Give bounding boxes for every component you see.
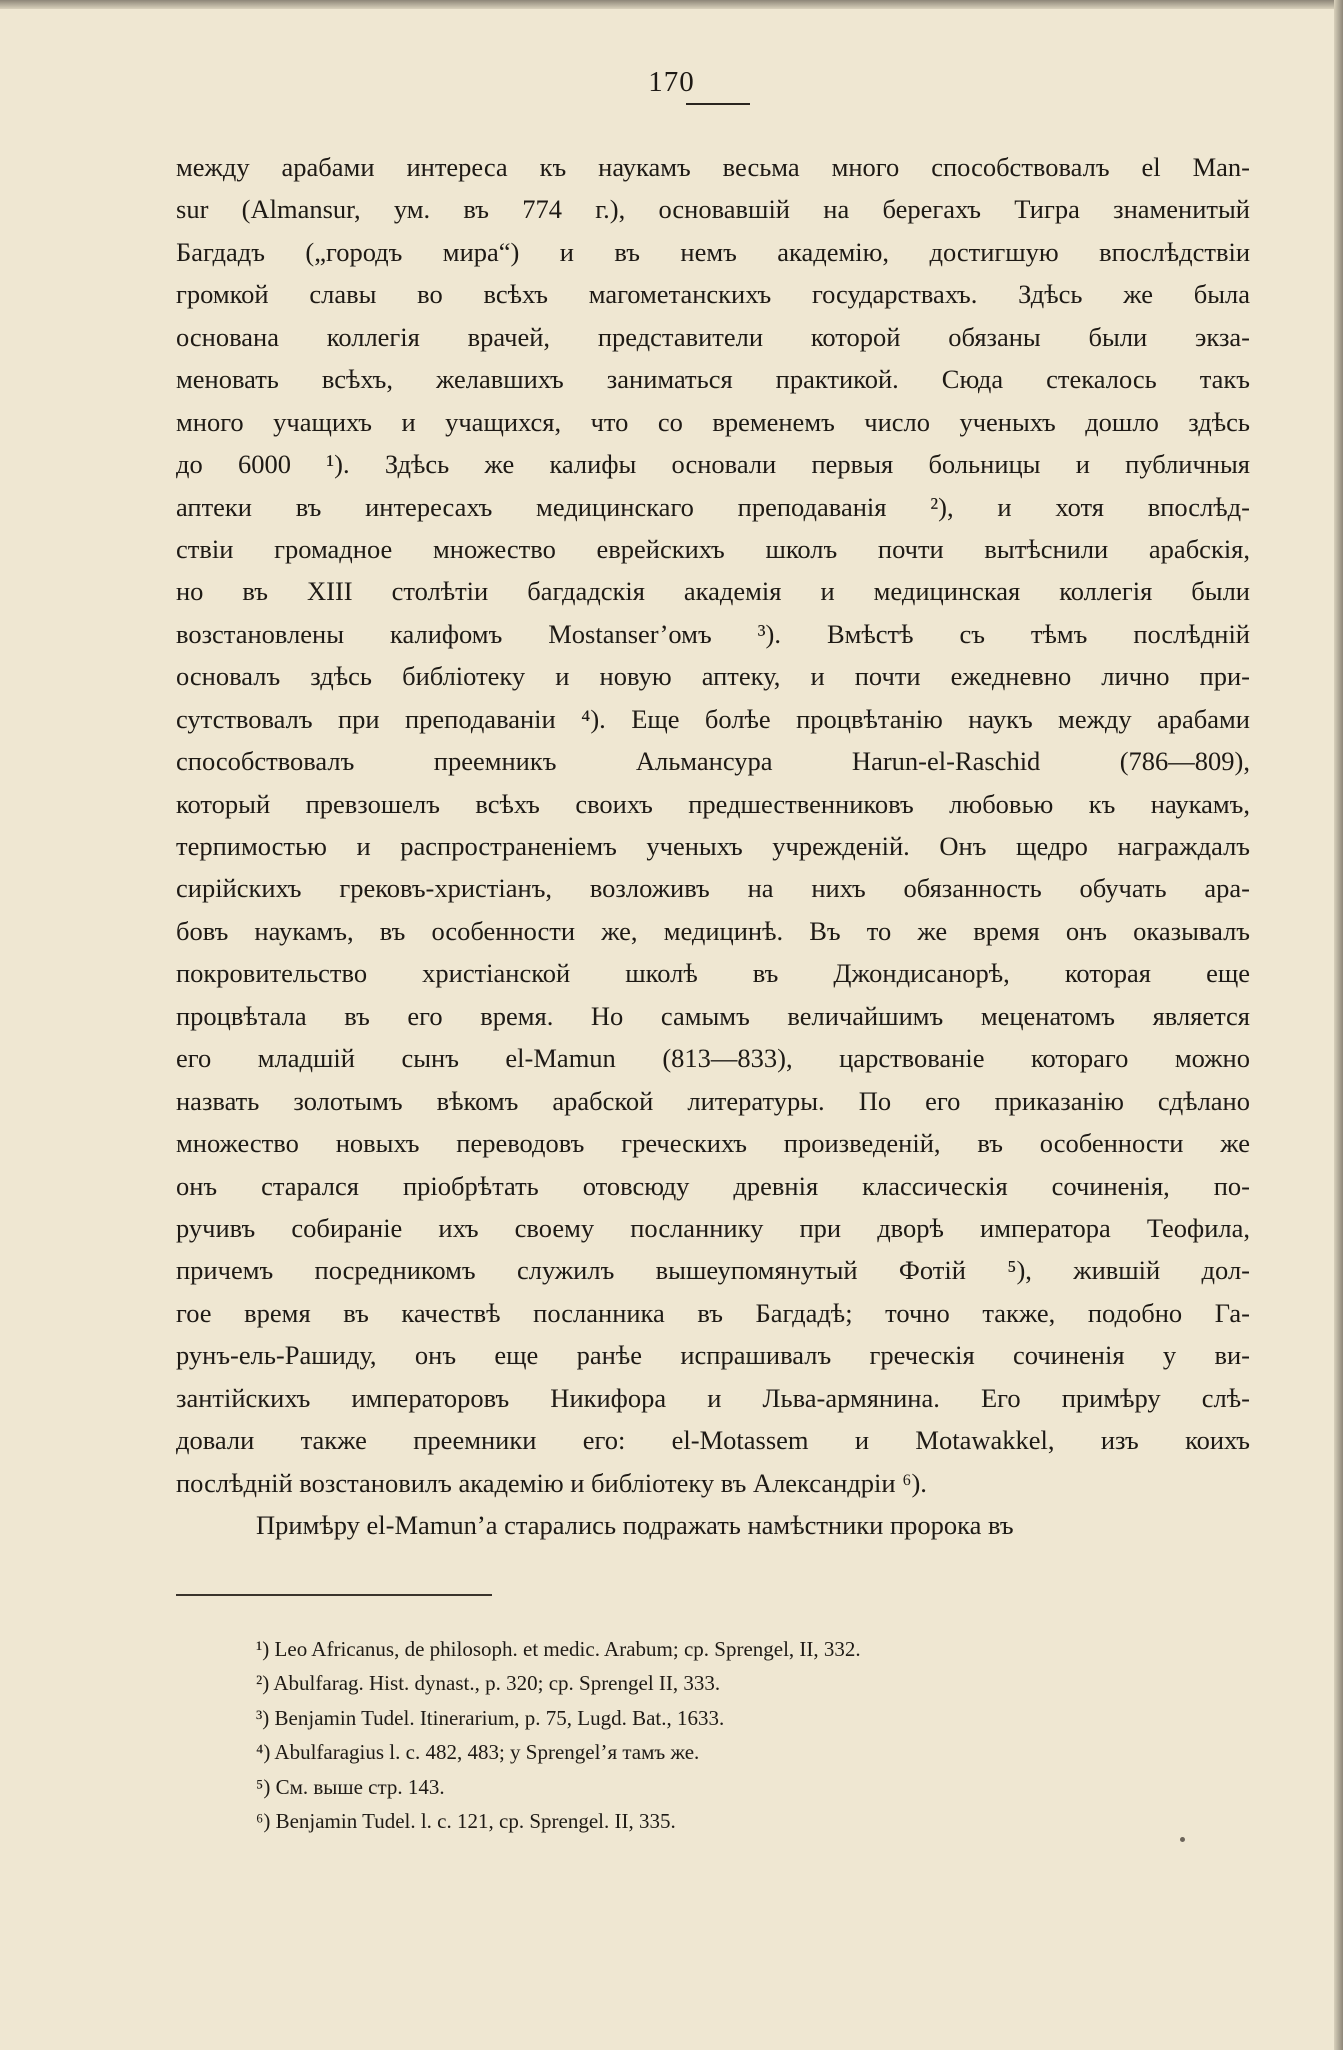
body-line: но въ XIII столѣтіи багдадскія академія и медицинская коллегія были xyxy=(176,576,1250,607)
body-line: причемъ посредникомъ служилъ вышеупомянутый Фотій ⁵), жившій дол- xyxy=(176,1255,1250,1286)
footnote-text: Benjamin Tudel. l. c. 121, cp. Sprengel. II, 335. xyxy=(275,1808,676,1833)
page-number-rule xyxy=(686,103,750,105)
body-line: сутствовалъ при преподаваніи ⁴). Еще болѣе процвѣтанію наукъ между арабами xyxy=(176,703,1250,734)
body-line: возстановлены калифомъ Mostanser’омъ ³). Вмѣстѣ съ тѣмъ послѣдній xyxy=(176,618,1250,649)
footnote-mark: ⁵) xyxy=(256,1774,271,1799)
footnote xyxy=(256,1632,1216,1666)
body-line: зантійскихъ императоровъ Никифора и Льва-армянина. Его примѣру слѣ- xyxy=(176,1382,1250,1413)
body-line: аптеки въ интересахъ медицинскаго преподаванія ²), и хотя впослѣд- xyxy=(176,491,1250,522)
body-line: рунъ-ель-Рашиду, онъ еще ранѣе испрашивалъ греческія сочиненія у ви- xyxy=(176,1340,1250,1371)
page-edge-top xyxy=(0,0,1343,9)
body-line: ствіи громадное множество еврейскихъ школъ почти вытѣснили арабскія, xyxy=(176,533,1250,564)
footnote xyxy=(256,1701,1216,1735)
footnote-mark: ⁴) xyxy=(256,1740,271,1765)
page-number: 170 xyxy=(648,66,695,98)
footnote-mark: ⁶) xyxy=(256,1808,271,1833)
footnote-text: Benjamin Tudel. Itinerarium, p. 75, Lugd. Bat., 1633. xyxy=(274,1705,725,1730)
body-line: бовъ наукамъ, въ особенности же, медицинѣ. Въ то же время онъ оказывалъ xyxy=(176,915,1250,946)
body-line: до 6000 ¹). Здѣсь же калифы основали первыя больницы и публичныя xyxy=(176,449,1250,480)
body-line: между арабами интереса къ наукамъ весьма много способствовалъ el Man- xyxy=(176,152,1250,182)
body-line: основалъ здѣсь библіотеку и новую аптеку, и почти ежедневно лично при- xyxy=(176,661,1250,692)
footnote-text: Abulfaragius l. c. 482, 483; у Sprengel’я тамъ же. xyxy=(274,1740,700,1765)
page-edge-right xyxy=(1334,0,1343,2050)
body-text xyxy=(176,146,1250,1546)
body-line: сирійскихъ грековъ-христіанъ, возложивъ на нихъ обязанность обучать ара- xyxy=(176,873,1250,904)
body-line: меновать всѣхъ, желавшихъ заниматься практикой. Сюда стекалось такъ xyxy=(176,364,1250,395)
footnote xyxy=(256,1666,1216,1700)
body-line: Багдадъ („городъ мира“) и въ немъ академію, достигшую впослѣдствіи xyxy=(176,236,1250,267)
body-line: назвать золотымъ вѣкомъ арабской литературы. По его приказанію сдѣлано xyxy=(176,1085,1250,1116)
footnote xyxy=(256,1770,1216,1804)
body-line: способствовалъ преемникъ Альмансура Harun-el-Raschid (786—809), xyxy=(176,746,1250,777)
body-line: его младшій сынъ el-Mamun (813—833), царствованіе котораго можно xyxy=(176,1043,1250,1074)
footnote-text: Leo Africanus, de philosoph. et medic. Arabum; cp. Sprengel, II, 332. xyxy=(274,1637,861,1661)
body-line: довали также преемники его: el-Motassem и Motawakkel, изъ коихъ xyxy=(176,1425,1250,1456)
body-line: гое время въ качествѣ посланника въ Багдадѣ; точно также, подобно Га- xyxy=(176,1297,1250,1328)
body-line: который превзошелъ всѣхъ своихъ предшественниковъ любовью къ наукамъ, xyxy=(176,788,1250,819)
footnotes xyxy=(256,1632,1216,1838)
body-line: основана коллегія врачей, представители которой обязаны были экза- xyxy=(176,321,1250,352)
body-line: послѣдній возстановилъ академію и библіотеку въ Александріи ⁶). xyxy=(176,1467,927,1498)
body-line: sur (Almansur, ум. въ 774 г.), основавшій на берегахъ Тигра знаменитый xyxy=(176,194,1250,225)
body-line: терпимостью и распространеніемъ ученыхъ учрежденій. Онъ щедро награждалъ xyxy=(176,831,1250,861)
body-line: покровительство христіанской школѣ въ Джондисанорѣ, которая еще xyxy=(176,958,1250,989)
footnote xyxy=(256,1735,1216,1769)
paragraph-start-line: Примѣру el-Mamun’а старались подражать намѣстники пророка въ xyxy=(256,1510,1014,1540)
footnote-rule xyxy=(176,1594,492,1596)
body-line: ручивъ собираніе ихъ своему посланнику при дворѣ императора Теофила, xyxy=(176,1212,1250,1243)
body-line: онъ старался пріобрѣтать отовсюду древнія классическія сочиненія, по- xyxy=(176,1170,1250,1201)
body-line: громкой славы во всѣхъ магометанскихъ государствахъ. Здѣсь же была xyxy=(176,279,1250,310)
footnote-mark: ¹) xyxy=(256,1637,270,1661)
footnote-text: См. выше стр. 143. xyxy=(275,1774,445,1799)
ink-speck xyxy=(1180,1837,1185,1842)
footnote xyxy=(256,1804,1216,1838)
footnote-text: Abulfarag. Hist. dynast., p. 320; cp. Sprengel II, 333. xyxy=(273,1671,721,1696)
body-line: процвѣтала въ его время. Но самымъ величайшимъ меценатомъ является xyxy=(176,1000,1250,1031)
footnote-mark: ²) xyxy=(256,1671,270,1696)
body-line: множество новыхъ переводовъ греческихъ произведеній, въ особенности же xyxy=(176,1128,1250,1159)
body-line: много учащихъ и учащихся, что со временемъ число ученыхъ дошло здѣсь xyxy=(176,406,1250,437)
footnote-mark: ³) xyxy=(256,1705,270,1730)
